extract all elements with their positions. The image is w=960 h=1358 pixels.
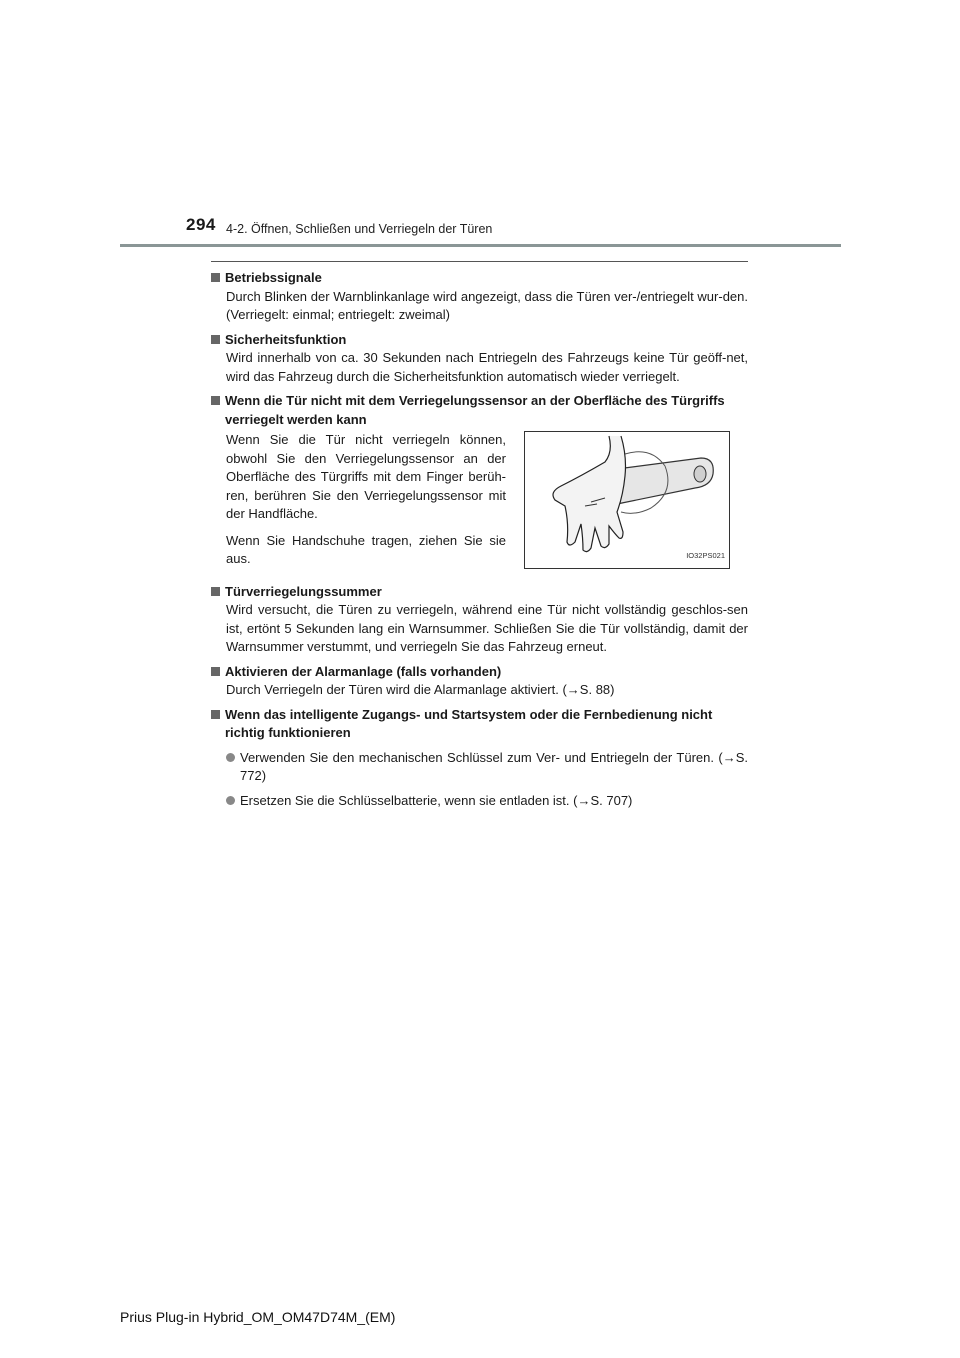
section-sicherheitsfunktion	[211, 331, 748, 387]
section-tuerverriegelungssummer	[211, 583, 748, 657]
square-bullet-icon	[211, 587, 220, 596]
section-heading: Türverriegelungssummer	[225, 583, 382, 599]
section-paragraph: Wenn Sie Handschuhe tragen, ziehen Sie sie aus.	[226, 532, 506, 566]
list-item-text: Verwenden Sie den mechanischen Schlüssel zum Ver- und Entriegeln der Türen. (→S. 772)	[240, 749, 748, 783]
section-betriebssignale	[211, 269, 748, 325]
section-body: Wird innerhalb von ca. 30 Sekunden nach Entriegeln des Fahrzeugs keine Tür geöff-net, wird das Fahrzeug durch die Sicherheitsfunktion automatisch wieder verriegelt.	[226, 350, 748, 384]
round-bullet-icon	[226, 753, 235, 762]
section-heading: Betriebssignale	[225, 270, 322, 285]
square-bullet-icon	[211, 710, 220, 719]
section-heading: Wenn das intelligente Zugangs- und Startsystem oder die Fernbedienung nicht richtig funktionieren	[225, 706, 713, 740]
footer-text: Prius Plug-in Hybrid_OM_OM47D74M_(EM)	[120, 1309, 396, 1325]
square-bullet-icon	[211, 667, 220, 676]
section-body: Durch Verriegeln der Türen wird die Alarmanlage aktiviert. (→S. 88)	[226, 682, 615, 697]
list-item	[211, 792, 748, 811]
section-body: Wird versucht, die Türen zu verriegeln, während eine Tür nicht vollständig geschlos-sen ist, ertönt 5 Sekunden lang ein Warnsummer. Schließen Sie die Tür vollständig, damit der Warnsummer verstummt, und verriegeln Sie das Fahrzeug erneut.	[226, 602, 748, 654]
header-rule	[120, 244, 841, 247]
section-zugangssystem	[211, 706, 748, 811]
section-heading: Sicherheitsfunktion	[225, 331, 347, 347]
square-bullet-icon	[211, 335, 220, 344]
section-heading: Wenn die Tür nicht mit dem Verriegelungssensor an der Oberfläche des Türgriffs verriegelt werden kann	[225, 393, 725, 427]
content-rule	[211, 261, 748, 262]
square-bullet-icon	[211, 273, 220, 282]
section-alarmanlage	[211, 663, 748, 700]
page-content	[211, 269, 748, 816]
section-paragraph: Wenn Sie die Tür nicht verriegeln können, obwohl Sie den Verriegelungssensor an der Oberfläche des Türgriffs mit dem Finger berüh-ren, berühren Sie den Verriegelungssensor mit der Handfläche.	[226, 432, 506, 521]
page-number: 294	[186, 215, 216, 234]
list-item-text: Ersetzen Sie die Schlüsselbatterie, wenn sie entladen ist. (→S. 707)	[240, 792, 633, 808]
round-bullet-icon	[226, 796, 235, 805]
section-verriegelungssensor	[211, 392, 748, 577]
figure-code: IO32PS021	[686, 550, 725, 560]
list-item	[211, 749, 748, 786]
section-body: Durch Blinken der Warnblinkanlage wird angezeigt, dass die Türen ver-/entriegelt wur-den. (Verriegelt: einmal; entriegelt: zweimal)	[226, 288, 748, 322]
section-title: 4-2. Öffnen, Schließen und Verriegeln der Türen	[226, 222, 493, 236]
hand-on-door-handle-illustration	[524, 431, 730, 569]
section-heading: Aktivieren der Alarmanlage (falls vorhanden)	[225, 663, 502, 679]
square-bullet-icon	[211, 396, 220, 405]
